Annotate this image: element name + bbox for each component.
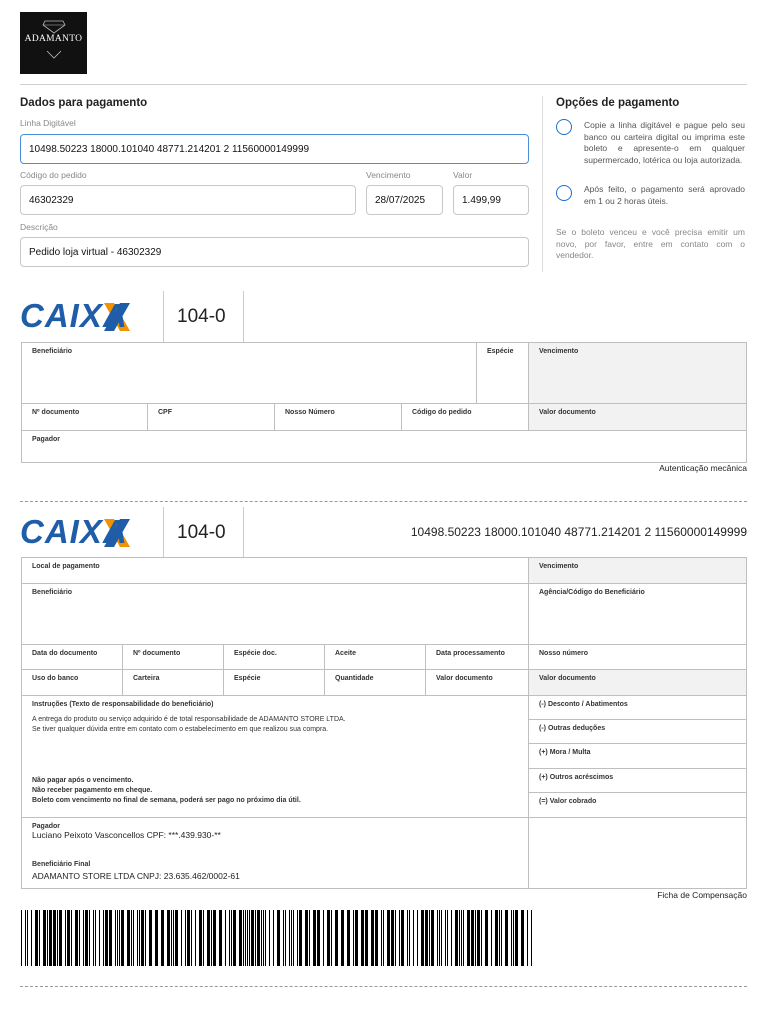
slip-instrucoes-label: Instruções (Texto de responsabilidade do beneficiário) <box>32 701 214 708</box>
barcode-bar <box>261 910 262 966</box>
barcode-bar <box>43 910 46 966</box>
slip-carteira-label: Carteira <box>133 675 160 682</box>
barcode-bar <box>291 910 292 966</box>
slip-aceite-label: Aceite <box>335 650 357 657</box>
vencimento-label: Vencimento <box>366 170 411 180</box>
barcode-bar <box>501 910 502 966</box>
barcode-bar <box>461 910 462 966</box>
barcode-bar <box>309 910 310 966</box>
slip-desconto-label: (-) Desconto / Abatimentos <box>539 701 628 708</box>
slip-warn-2: Não receber pagamento em cheque. <box>32 787 153 794</box>
linha-digitavel-field[interactable] <box>20 134 529 164</box>
barcode-bar <box>283 910 284 966</box>
barcode-bar <box>305 910 308 966</box>
barcode-bar <box>401 910 404 966</box>
barcode-bar <box>161 910 164 966</box>
slip-nosso-numero-label: Nosso número <box>539 650 589 657</box>
barcode-bar <box>409 910 410 966</box>
bank-sep-1 <box>163 291 164 343</box>
barcode-bar <box>195 910 196 966</box>
barcode-bar <box>145 910 146 966</box>
caixa-logo <box>20 298 152 336</box>
slip-valor-cobrado-label: (=) Valor cobrado <box>539 798 597 805</box>
ficha-compensacao-label: Ficha de Compensação <box>657 890 747 900</box>
barcode-bar <box>387 910 390 966</box>
bank-code-2: 104-0 <box>177 522 226 543</box>
barcode-bar <box>475 910 476 966</box>
slip-aceite-cell <box>324 644 426 670</box>
barcode-bar <box>513 910 514 966</box>
barcode-bar <box>131 910 132 966</box>
slip-uso-banco-label: Uso do banco <box>32 675 79 682</box>
barcode-bar <box>213 910 216 966</box>
diamond-icon <box>42 20 66 34</box>
barcode-bar <box>277 910 280 966</box>
slip-instrucoes-cell <box>21 695 529 818</box>
barcode-bar <box>417 910 418 966</box>
barcode-bar <box>139 910 140 966</box>
barcode-bar <box>231 910 232 966</box>
barcode-bar <box>95 910 96 966</box>
barcode-bar <box>395 910 396 966</box>
barcode-bar <box>255 910 256 966</box>
option-approval-radio[interactable] <box>556 185 572 201</box>
barcode-bar <box>121 910 124 966</box>
section-separator <box>542 96 543 272</box>
slip-valor-documento-right-label: Valor documento <box>539 675 596 682</box>
slip-outros-acrescimos-label: (+) Outros acréscimos <box>539 774 614 781</box>
slip-pagador-label: Pagador <box>32 823 61 830</box>
barcode-bar <box>49 910 52 966</box>
bank-sep-3 <box>163 507 164 558</box>
slip-mora-cell <box>528 743 747 769</box>
valor-value: 1.499,99 <box>462 194 501 206</box>
expired-note: Se o boleto venceu e você precisa emitir um novo, por favor, entre em contato com o vendedor. <box>556 227 745 260</box>
autenticacao-label: Autenticação mecânica <box>659 463 747 473</box>
receipt-especie-label: Espécie <box>487 348 514 355</box>
vencimento-field[interactable] <box>366 185 443 215</box>
descricao-label: Descrição <box>20 222 58 232</box>
barcode-bar <box>407 910 408 966</box>
caixa-logo-text: CAIXA <box>20 297 128 334</box>
slip-benef-final-value: ADAMANTO STORE LTDA CNPJ: 23.635.462/0002-61 <box>32 871 240 881</box>
barcode-bar <box>365 910 368 966</box>
barcode-bar <box>317 910 320 966</box>
barcode-bar <box>155 910 158 966</box>
barcode-bar <box>471 910 474 966</box>
slip-carteira-cell <box>122 669 224 696</box>
slip-pagador-cell <box>21 817 529 889</box>
barcode-bar <box>431 910 434 966</box>
slip-outros-acrescimos-cell <box>528 768 747 793</box>
receipt-valor-documento-cell <box>528 403 747 431</box>
barcode-bar <box>413 910 414 966</box>
barcode-bar <box>505 910 508 966</box>
barcode-bar <box>327 910 330 966</box>
barcode-bar <box>285 910 286 966</box>
barcode-bar <box>511 910 512 966</box>
receipt-cpf-label: CPF <box>158 409 172 416</box>
slip-valor-cobrado-cell <box>528 792 747 818</box>
barcode-bar <box>521 910 524 966</box>
slip-ndoc-label: Nº documento <box>133 650 181 657</box>
barcode-bar <box>299 910 302 966</box>
slip-instr-line-2: Se tiver qualquer dúvida entre em contato com o estabelecimento em que realizou sua compra. <box>32 726 329 733</box>
barcode-bar <box>331 910 332 966</box>
barcode-bar <box>445 910 446 966</box>
slip-beneficiario-label: Beneficiário <box>32 589 73 596</box>
bank-sep-2 <box>243 291 244 343</box>
barcode-bar <box>191 910 192 966</box>
barcode-bar <box>451 910 452 966</box>
receipt-codigo-pedido-label: Código do pedido <box>412 409 472 416</box>
barcode-bar <box>83 910 84 966</box>
slip-warn-3: Boleto com vencimento no final de semana, poderá ser pago no próximo dia útil. <box>32 797 301 804</box>
slip-agencia-label: Agência/Código do Beneficiário <box>539 589 645 596</box>
barcode-bar <box>225 910 226 966</box>
barcode-bar <box>247 910 248 966</box>
top-divider <box>20 84 747 85</box>
barcode-bar <box>117 910 118 966</box>
valor-field[interactable] <box>453 185 529 215</box>
barcode-bar <box>293 910 294 966</box>
barcode-bar <box>167 910 170 966</box>
barcode-bar <box>495 910 498 966</box>
barcode-bar <box>187 910 190 966</box>
slip-nosso-numero-cell <box>528 644 747 670</box>
barcode-bar <box>297 910 298 966</box>
barcode-bar <box>441 910 442 966</box>
barcode-bar <box>207 910 210 966</box>
barcode-bar <box>399 910 400 966</box>
barcode-bar <box>335 910 338 966</box>
barcode-bar <box>491 910 492 966</box>
descricao-value: Pedido loja virtual - 46302329 <box>29 246 162 258</box>
barcode-bar <box>439 910 440 966</box>
slip-pagador-right-cell <box>528 817 747 889</box>
barcode-bar <box>127 910 130 966</box>
barcode-bar <box>485 910 488 966</box>
barcode-bar <box>57 910 58 966</box>
barcode-bar <box>421 910 424 966</box>
barcode-bar <box>85 910 88 966</box>
bank-code: 104-0 <box>177 306 226 327</box>
receipt-codigo-pedido-cell <box>401 403 529 431</box>
barcode-bar <box>59 910 62 966</box>
barcode-bar <box>477 910 480 966</box>
barcode-bar <box>341 910 344 966</box>
slip-pagador-value: Luciano Peixoto Vasconcellos CPF: ***.439.930-** <box>32 830 221 840</box>
barcode-bar <box>245 910 246 966</box>
slip-valor-documento-right-cell <box>528 669 747 696</box>
slip-outras-deducoes-cell <box>528 719 747 744</box>
receipt-especie-cell <box>476 342 529 404</box>
barcode-bar <box>289 910 290 966</box>
barcode-bar <box>171 910 172 966</box>
barcode-bar <box>243 910 244 966</box>
barcode-bar <box>527 910 528 966</box>
barcode-bar <box>455 910 458 966</box>
slip-mora-label: (+) Mora / Multa <box>539 749 591 756</box>
barcode-bar <box>371 910 374 966</box>
barcode-bar <box>67 910 70 966</box>
pedido-value: 46302329 <box>29 194 74 206</box>
slip-data-documento-label: Data do documento <box>32 650 98 657</box>
receipt-ndoc-label: Nº documento <box>32 409 80 416</box>
barcode-bar <box>265 910 266 966</box>
barcode-bar <box>375 910 378 966</box>
brand-logo-text: ADAMANTO <box>24 34 83 44</box>
linha-label: Linha Digitável <box>20 118 76 128</box>
barcode-bar <box>71 910 72 966</box>
slip-vencimento-label: Vencimento <box>539 563 579 570</box>
barcode-bar <box>181 910 182 966</box>
barcode-bar <box>391 910 394 966</box>
barcode-bar <box>463 910 464 966</box>
payment-title: Dados para pagamento <box>20 97 148 109</box>
slip-vencimento-cell <box>528 557 747 584</box>
slip-quantidade-cell <box>324 669 426 696</box>
barcode-bar <box>149 910 152 966</box>
barcode-bar <box>105 910 108 966</box>
barcode-bar <box>89 910 90 966</box>
diamond-outline-icon <box>46 50 62 60</box>
barcode-bar <box>99 910 100 966</box>
barcode-bar <box>137 910 138 966</box>
barcode-bar <box>79 910 80 966</box>
vencimento-value: 28/07/2025 <box>375 194 426 206</box>
barcode-bar <box>323 910 324 966</box>
barcode-bar <box>239 910 242 966</box>
barcode-bar <box>25 910 26 966</box>
options-title: Opções de pagamento <box>556 97 680 109</box>
receipt-pagador-cell <box>21 430 747 463</box>
slip-warn-1: Não pagar após o vencimento. <box>32 777 134 784</box>
barcode-bar <box>353 910 354 966</box>
barcode-bar <box>185 910 186 966</box>
slip-data-processamento-cell <box>425 644 529 670</box>
slip-local-pagamento-cell <box>21 557 529 584</box>
cut-line-2 <box>20 986 747 987</box>
slip-outras-deducoes-label: (-) Outras deduções <box>539 725 606 732</box>
barcode-bar <box>257 910 260 966</box>
slip-quantidade-label: Quantidade <box>335 675 374 682</box>
receipt-vencimento-cell <box>528 342 747 404</box>
barcode-bar <box>53 910 56 966</box>
slip-uso-banco-cell <box>21 669 123 696</box>
receipt-beneficiario-cell <box>21 342 477 404</box>
barcode-bar <box>229 910 230 966</box>
caixa-logo-text-2: CAIXA <box>20 513 128 550</box>
barcode-bar <box>425 910 428 966</box>
receipt-nosso-numero-cell <box>274 403 402 431</box>
barcode-bar <box>249 910 250 966</box>
linha-digitavel-value: 10498.50223 18000.101040 48771.214201 2 11560000149999 <box>29 143 310 155</box>
barcode-bar <box>109 910 112 966</box>
barcode-bar <box>381 910 382 966</box>
barcode-bar <box>269 910 270 966</box>
valor-label: Valor <box>453 170 473 180</box>
barcode-bar <box>35 910 38 966</box>
barcode-bar <box>361 910 364 966</box>
slip-ndoc-cell <box>122 644 224 670</box>
slip-especie-cell <box>223 669 325 696</box>
barcode <box>21 910 537 966</box>
barcode-bar <box>531 910 532 966</box>
barcode-bar <box>383 910 384 966</box>
barcode-bar <box>347 910 350 966</box>
slip-benef-final-label: Beneficiário Final <box>32 861 91 868</box>
receipt-beneficiario-label: Beneficiário <box>32 348 73 355</box>
barcode-bar <box>39 910 40 966</box>
receipt-pagador-label: Pagador <box>32 436 61 443</box>
barcode-bar <box>515 910 518 966</box>
receipt-vencimento-label: Vencimento <box>539 348 579 355</box>
barcode-bar <box>499 910 500 966</box>
barcode-bar <box>219 910 222 966</box>
barcode-bar <box>467 910 470 966</box>
slip-agencia-cell <box>528 583 747 645</box>
barcode-bar <box>481 910 482 966</box>
barcode-bar <box>31 910 32 966</box>
slip-data-documento-cell <box>21 644 123 670</box>
slip-data-processamento-label: Data processamento <box>436 650 505 657</box>
barcode-bar <box>133 910 134 966</box>
descricao-field[interactable] <box>20 237 529 267</box>
slip-valor-documento-label: Valor documento <box>436 675 493 682</box>
slip-especie-label: Espécie <box>234 675 261 682</box>
barcode-bar <box>233 910 236 966</box>
barcode-bar <box>141 910 144 966</box>
barcode-bar <box>93 910 94 966</box>
barcode-bar <box>75 910 78 966</box>
slip-local-pagamento-label: Local de pagamento <box>32 563 100 570</box>
slip-desconto-cell <box>528 695 747 720</box>
barcode-bar <box>211 910 212 966</box>
barcode-bar <box>47 910 48 966</box>
barcode-bar <box>21 910 22 966</box>
cut-line-1 <box>20 501 747 502</box>
receipt-ndoc-cell <box>21 403 148 431</box>
bank-sep-4 <box>243 507 244 558</box>
slip-instr-line-1: A entrega do produto ou serviço adquirido é de total responsabilidade de ADAMANTO STORE LTDA. <box>32 716 346 723</box>
caixa-logo-2 <box>20 514 152 552</box>
barcode-bar <box>273 910 274 966</box>
slip-especie-doc-label: Espécie doc. <box>234 650 277 657</box>
slip-linha-digitavel: 10498.50223 18000.101040 48771.214201 2 11560000149999 <box>410 525 747 539</box>
barcode-bar <box>115 910 116 966</box>
barcode-bar <box>203 910 204 966</box>
barcode-bar <box>251 910 254 966</box>
barcode-bar <box>103 910 104 966</box>
barcode-bar <box>459 910 460 966</box>
receipt-valor-documento-label: Valor documento <box>539 409 596 416</box>
barcode-bar <box>173 910 174 966</box>
barcode-bar <box>199 910 202 966</box>
slip-especie-doc-cell <box>223 644 325 670</box>
barcode-bar <box>119 910 120 966</box>
barcode-bar <box>447 910 448 966</box>
barcode-bar <box>429 910 430 966</box>
receipt-cpf-cell <box>147 403 275 431</box>
receipt-nosso-numero-label: Nosso Número <box>285 409 335 416</box>
slip-valor-documento-cell <box>425 669 529 696</box>
barcode-bar <box>313 910 316 966</box>
barcode-bar <box>437 910 438 966</box>
pedido-label: Código do pedido <box>20 170 87 180</box>
brand-logo <box>20 12 87 74</box>
option-approval-text: Após feito, o pagamento será aprovado em 1 ou 2 horas úteis. <box>584 184 745 206</box>
pedido-field[interactable] <box>20 185 356 215</box>
barcode-bar <box>355 910 358 966</box>
option-copy-text: Copie a linha digitável e pague pelo seu banco ou carteira digital ou imprima este boleto e apresente-o em qualquer supermercado, lotérica ou loja autorizada. <box>584 120 745 165</box>
option-copy-radio[interactable] <box>556 119 572 135</box>
slip-beneficiario-cell <box>21 583 529 645</box>
barcode-bar <box>27 910 28 966</box>
barcode-bar <box>65 910 66 966</box>
barcode-bar <box>175 910 178 966</box>
barcode-bar <box>263 910 264 966</box>
